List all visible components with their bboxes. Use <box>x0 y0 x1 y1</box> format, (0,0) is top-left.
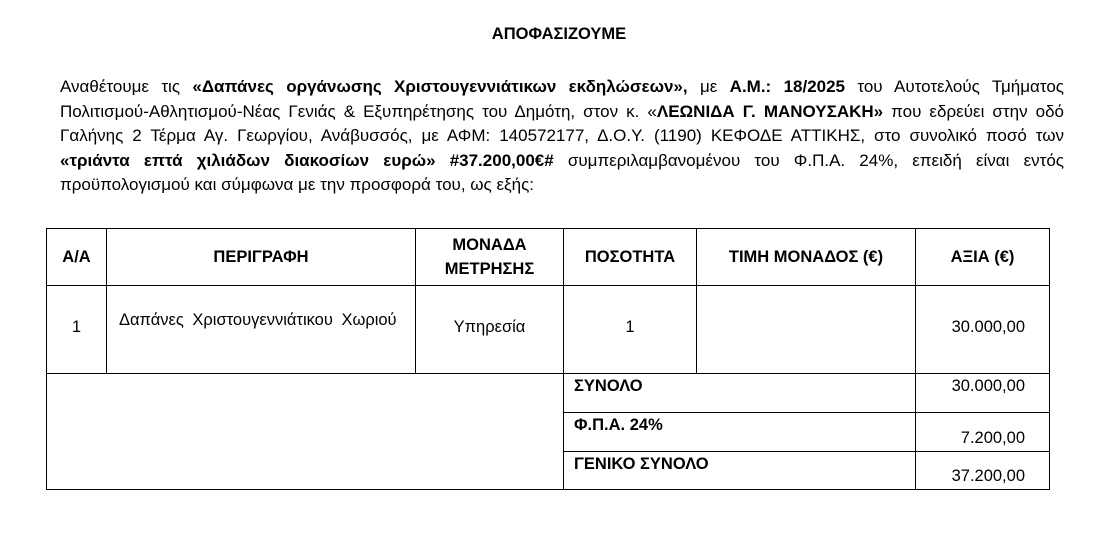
total-amount-words: «τριάντα επτά χιλιάδων διακοσίων ευρώ» #37.200,00€# <box>60 150 554 170</box>
header-quantity: ΠΟΣΟΤΗΤΑ <box>564 229 697 286</box>
table-header-row <box>47 229 1050 286</box>
description-text: Δαπάνες Χριστουγεννιάτικου Χωριού <box>119 311 397 329</box>
cell-quantity: 1 <box>564 286 697 374</box>
table-row <box>47 286 1050 374</box>
award-paragraph <box>60 75 1064 198</box>
subtotal-label: ΣΥΝΟΛΟ <box>564 374 916 413</box>
cell-value: 30.000,00 <box>916 286 1050 374</box>
paragraph-text: Αναθέτουμε τις <box>60 77 193 96</box>
header-description: ΠΕΡΙΓΡΑΦΗ <box>107 229 416 286</box>
cell-aa: 1 <box>47 286 107 374</box>
cell-description <box>107 286 416 374</box>
items-table <box>46 228 1050 490</box>
grand-total-value: 37.200,00 <box>916 452 1050 490</box>
contractor-name: ΛΕΩΝΙΔΑ Γ. ΜΑΝΟΥΣΑΚΗ» <box>656 101 884 121</box>
header-unit-price: ΤΙΜΗ ΜΟΝΑΔΟΣ (€) <box>697 229 916 286</box>
cell-unit: Υπηρεσία <box>416 286 564 374</box>
paragraph-text: του Αυτοτελούς Τμήματος Πολιτισμού-Αθλητισμού-Νέας Γενιάς & Εξυπηρέτησης του Δημότη, στον κ. « <box>60 77 1064 121</box>
subtotal-value: 30.000,00 <box>916 374 1050 413</box>
header-unit-line2: ΜΕΤΡΗΣΗΣ <box>444 260 535 278</box>
header-value: ΑΞΙΑ (€) <box>916 229 1050 286</box>
project-title: «Δαπάνες οργάνωσης Χριστουγεννιάτικων εκδηλώσεων», <box>192 77 688 96</box>
paragraph-text: συμπεριλαμβανομένου του Φ.Π.Α. 24%, επειδή είναι εντός προϋπολογισμού και σύμφωνα με την προσφορά του, ως εξής: <box>60 150 1065 195</box>
decision-heading: ΑΠΟΦΑΣΙΖΟΥΜΕ <box>491 25 627 43</box>
registry-number: Α.Μ.: 18/2025 <box>729 77 846 96</box>
subtotal-row <box>47 374 1050 413</box>
paragraph-text: με <box>687 77 730 96</box>
vat-label: Φ.Π.Α. 24% <box>564 413 916 452</box>
header-unit <box>416 229 564 286</box>
paragraph-text: που εδρεύει στην οδό Γαλήνης 2 Τέρμα Αγ. Γεωργίου, Ανάβυσσός, με ΑΦΜ: 140572177, Δ.Ο.Υ. (1190) ΚΕΦΟΔΕ ΑΤΤΙΚΗΣ, στο συνολικό ποσό των <box>60 101 1064 146</box>
grand-total-label: ΓΕΝΙΚΟ ΣΥΝΟΛΟ <box>564 452 916 490</box>
header-aa: Α/Α <box>47 229 107 286</box>
header-unit-line1: ΜΟΝΑΔΑ <box>452 236 527 254</box>
cell-unit-price <box>697 286 916 374</box>
vat-value: 7.200,00 <box>916 413 1050 452</box>
totals-empty-cell <box>47 374 564 490</box>
